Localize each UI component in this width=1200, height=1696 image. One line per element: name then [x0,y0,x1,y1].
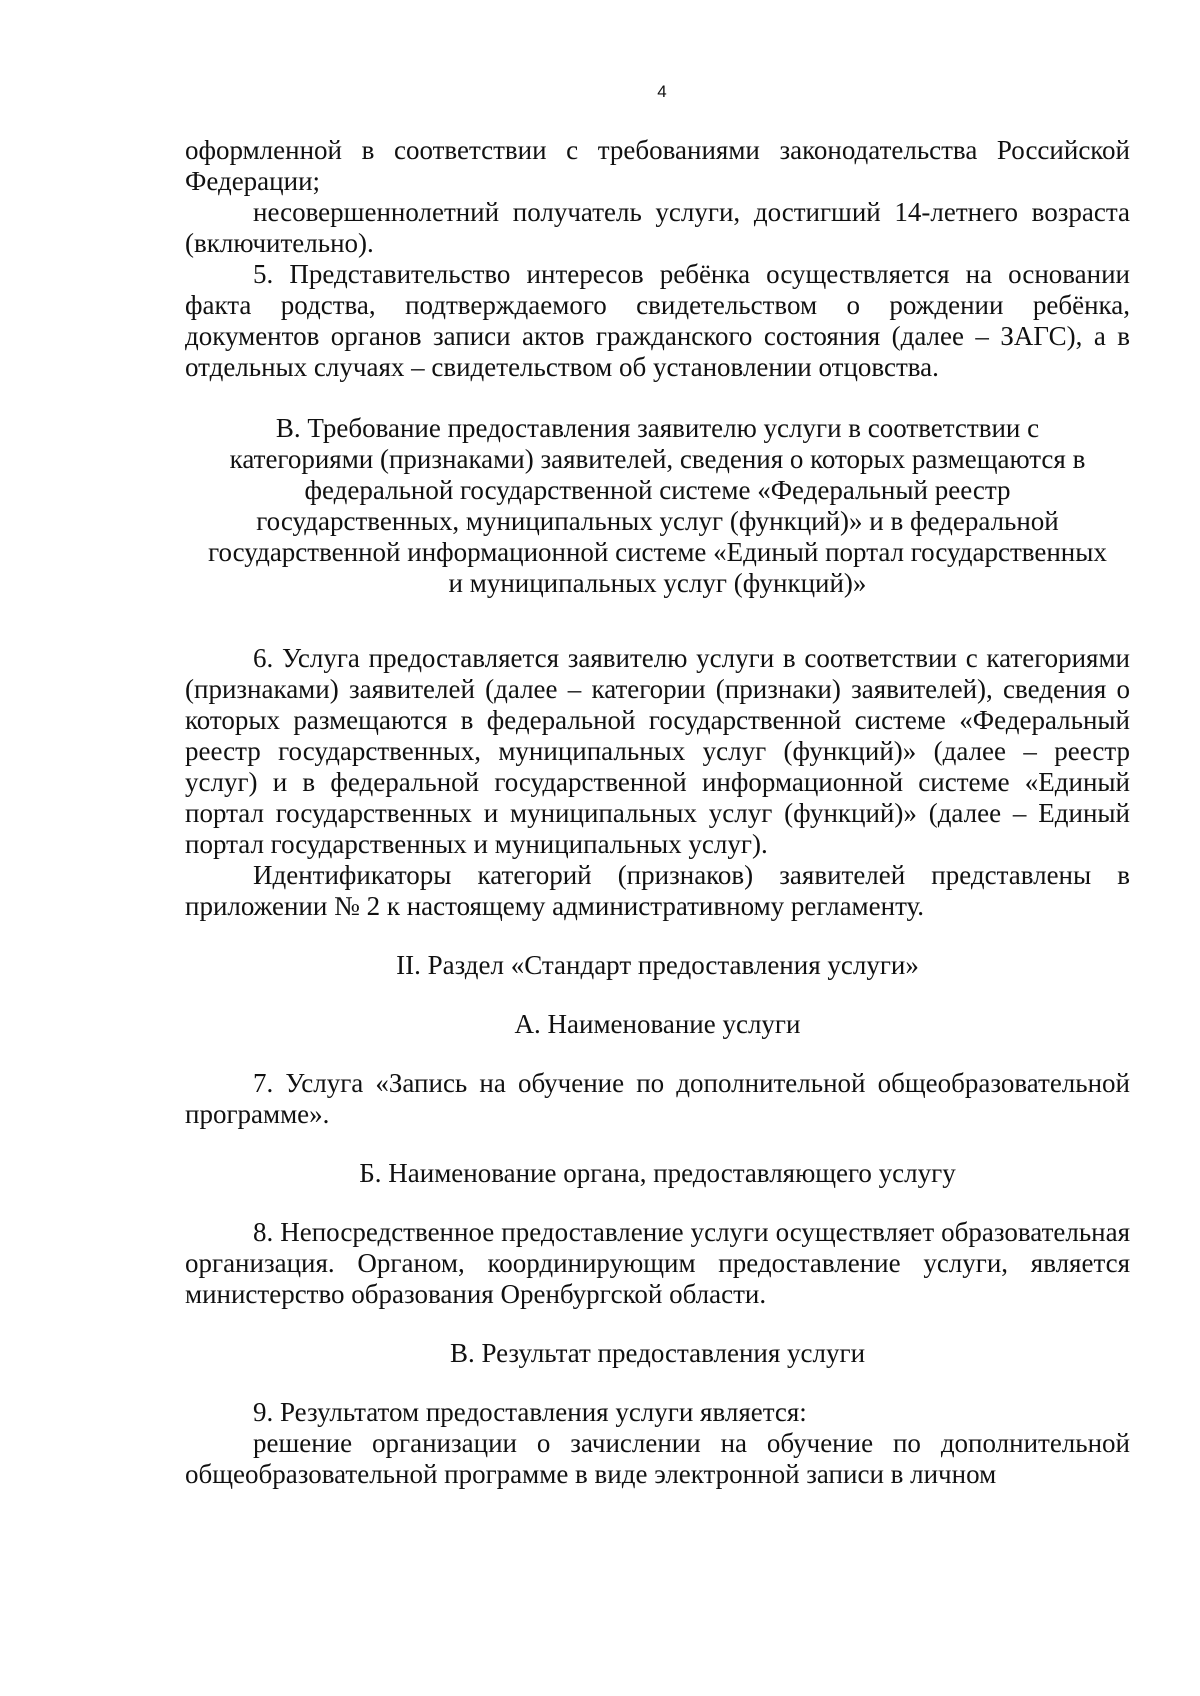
paragraph-7: 7. Услуга «Запись на обучение по дополнительной общеобразовательной программе». [185,1068,1130,1129]
document-body [185,135,1130,1490]
paragraph: оформленной в соответствии с требованиями законодательства Российской Федерации; [185,135,1130,196]
page-number: 4 [657,82,667,101]
paragraph: несовершеннолетний получатель услуги, достигший 14-летнего возраста (включительно). [185,197,1130,258]
heading-service-name: А. Наименование услуги [514,1009,801,1039]
paragraph-8: 8. Непосредственное предоставление услуги осуществляет образовательная организация. Органом, координирующим предоставление услуги, является министерство образования Оренбургской области. [185,1217,1130,1309]
heading-requirement: В. Требование предоставления заявителю услуги в соответствии с категориями (признаками) заявителей, сведения о которых размещаются в федеральной государственной системе «Федеральный реестр государственных, муниципальных услуг (функций)» и в федеральной государственной информационной системе «Единый портал государственных и муниципальных услуг (функций)» [208,413,1107,598]
section-title: II. Раздел «Стандарт предоставления услуги» [396,950,919,980]
paragraph-9-item: решение организации о зачислении на обучение по дополнительной общеобразовательной программе в виде электронной записи в личном [185,1428,1130,1489]
paragraph-identifiers: Идентификаторы категорий (признаков) заявителей представлены в приложении № 2 к настоящему административному регламенту. [185,860,1130,921]
paragraph-6: 6. Услуга предоставляется заявителю услуги в соответствии с категориями (признаками) заявителей (далее – категории (признаки) заявителей), сведения о которых размещаются в федеральной государственной системе «Федеральный реестр государственных, муниципальных услуг (функций)» (далее – реестр услуг) и в федеральной государственной информационной системе «Единый портал государственных и муниципальных услуг (функций)» (далее – Единый портал государственных и муниципальных услуг). [185,643,1130,859]
paragraph-9: 9. Результатом предоставления услуги является: [253,1397,807,1427]
heading-provider: Б. Наименование органа, предоставляющего услугу [359,1158,956,1188]
paragraph-5: 5. Представительство интересов ребёнка осуществляется на основании факта родства, подтверждаемого свидетельством о рождении ребёнка, документов органов записи актов гражданского состояния (далее – ЗАГС), а в отдельных случаях – свидетельством об установлении отцовства. [185,259,1130,382]
heading-result: В. Результат предоставления услуги [449,1338,866,1368]
